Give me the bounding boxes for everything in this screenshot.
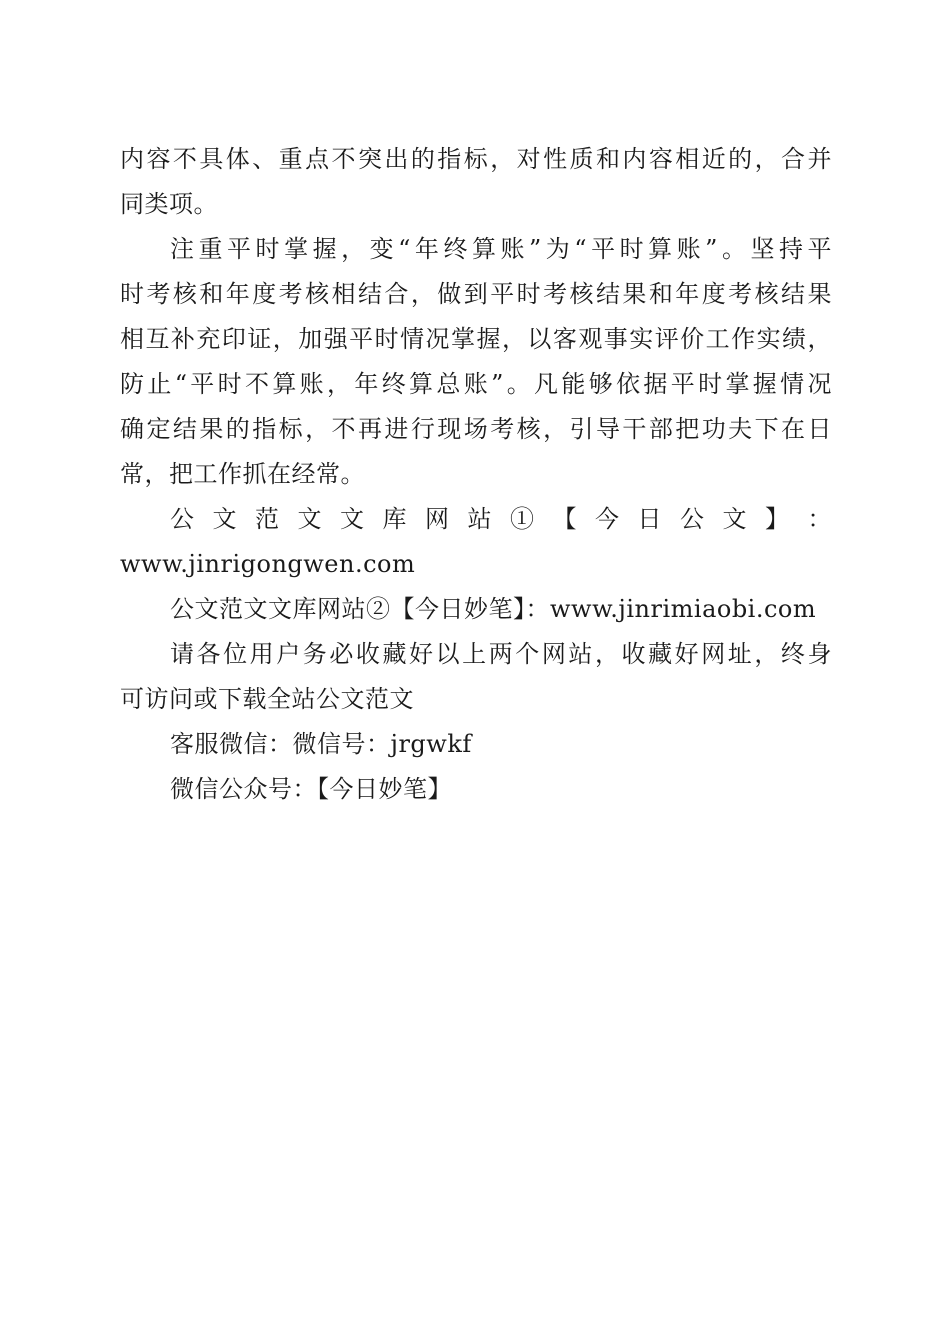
wechat-official-account-line: 微信公众号：【今日妙笔】 bbox=[170, 775, 452, 803]
paragraph-line: 内容不具体、重点不突出的指标，对性质和内容相近的，合并 bbox=[120, 145, 832, 173]
paragraph-line: 时考核和年度考核相结合，做到平时考核结果和年度考核结果 bbox=[120, 280, 832, 308]
website-1-label: 公 文 范 文 文 库 网 站 ① 【 今 日 公 文 】 ： bbox=[170, 505, 832, 533]
wechat-service-line: 客服微信：微信号：jrgwkf bbox=[170, 730, 472, 758]
paragraph-line: 相互补充印证，加强平时情况掌握，以客观事实评价工作实绩， bbox=[120, 325, 832, 353]
notice-line: 可访问或下载全站公文范文 bbox=[120, 685, 414, 713]
notice-line: 请各位用户务必收藏好以上两个网站，收藏好网址，终身 bbox=[170, 640, 832, 668]
website-1-url: www.jinrigongwen.com bbox=[120, 550, 416, 578]
website-2-line: 公文范文文库网站②【今日妙笔】：www.jinrimiaobi.com bbox=[170, 595, 817, 623]
paragraph-line: 防止“平时不算账，年终算总账”。凡能够依据平时掌握情况 bbox=[120, 370, 832, 398]
document-body bbox=[120, 137, 832, 812]
paragraph-line: 注重平时掌握，变“年终算账”为“平时算账”。坚持平 bbox=[170, 235, 832, 263]
paragraph-line: 同类项。 bbox=[120, 190, 218, 218]
paragraph-line: 确定结果的指标，不再进行现场考核，引导干部把功夫下在日 bbox=[120, 415, 832, 443]
paragraph-line: 常，把工作抓在经常。 bbox=[120, 460, 365, 488]
